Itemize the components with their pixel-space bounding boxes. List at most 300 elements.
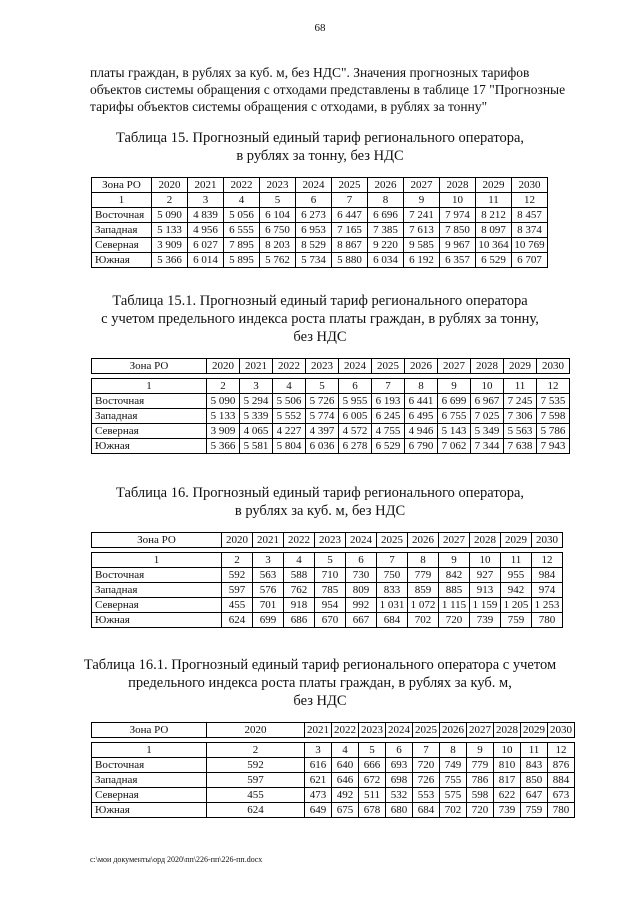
- column-number-cell: 3: [188, 193, 224, 208]
- table-row: [92, 238, 548, 253]
- table-16: [91, 532, 563, 628]
- tariff-value-cell: 680: [386, 803, 413, 818]
- tariff-value-cell: 673: [548, 788, 575, 803]
- zone-name-cell: Северная: [92, 424, 207, 439]
- tariff-value-cell: 6 750: [260, 223, 296, 238]
- tariff-value-cell: 10 364: [476, 238, 512, 253]
- tariff-value-cell: 473: [305, 788, 332, 803]
- caption-line: Таблица 16.1. Прогнозный единый тариф регионального оператора с учетом: [83, 657, 557, 673]
- column-number-cell: 12: [548, 743, 575, 758]
- tariff-value-cell: 720: [413, 758, 440, 773]
- year-header-cell: 2029: [476, 178, 512, 193]
- tariff-value-cell: 10 769: [512, 238, 548, 253]
- tariff-value-cell: 5 339: [240, 409, 273, 424]
- tariff-value-cell: 779: [467, 758, 494, 773]
- column-number-cell: 7: [332, 193, 368, 208]
- table-row: [92, 424, 570, 439]
- year-header-cell: 2024: [339, 359, 372, 374]
- tariff-value-cell: 624: [222, 613, 253, 628]
- year-header-cell: 2025: [372, 359, 405, 374]
- column-number-cell: 6: [386, 743, 413, 758]
- tariff-value-cell: 6 014: [188, 253, 224, 268]
- table-row: [92, 598, 563, 613]
- table-row: [92, 773, 575, 788]
- zone-name-cell: Западная: [92, 583, 222, 598]
- caption-line: Таблица 16. Прогнозный единый тариф регионального оператора,: [115, 485, 525, 501]
- column-number-cell: 4: [224, 193, 260, 208]
- tariff-value-cell: 624: [207, 803, 305, 818]
- column-number-row: [92, 379, 570, 394]
- year-header-cell: 2026: [440, 723, 467, 738]
- column-number-cell: 7: [413, 743, 440, 758]
- tariff-value-cell: 6 529: [476, 253, 512, 268]
- year-header-cell: 2029: [521, 723, 548, 738]
- tariff-value-cell: 5 804: [273, 439, 306, 454]
- tariff-value-cell: 8 203: [260, 238, 296, 253]
- tariff-value-cell: 8 529: [296, 238, 332, 253]
- tariff-value-cell: 7 974: [440, 208, 476, 223]
- tariff-value-cell: 4 572: [339, 424, 372, 439]
- column-number-cell: 9: [438, 379, 471, 394]
- tariff-value-cell: 5 552: [273, 409, 306, 424]
- caption-line: без НДС: [293, 693, 347, 709]
- table-row: [92, 613, 563, 628]
- tariff-value-cell: 649: [305, 803, 332, 818]
- tariff-value-cell: 4 227: [273, 424, 306, 439]
- tariff-value-cell: 5 726: [306, 394, 339, 409]
- intro-paragraph: [90, 64, 608, 115]
- tariff-value-cell: 942: [501, 583, 532, 598]
- table-row: [92, 788, 575, 803]
- caption-line: с учетом предельного индекса роста платы граждан, в рублях за тонну,: [101, 311, 539, 327]
- tariff-value-cell: 621: [305, 773, 332, 788]
- column-number-cell: 7: [377, 553, 408, 568]
- tariff-value-cell: 5 955: [339, 394, 372, 409]
- column-number-cell: 8: [440, 743, 467, 758]
- tariff-value-cell: 7 598: [537, 409, 570, 424]
- tariff-value-cell: 1 205: [501, 598, 532, 613]
- tariff-value-cell: 7 535: [537, 394, 570, 409]
- year-header-cell: 2028: [471, 359, 504, 374]
- zone-name-cell: Северная: [92, 238, 152, 253]
- column-number-cell: 10: [471, 379, 504, 394]
- column-number-cell: 8: [368, 193, 404, 208]
- tariff-value-cell: 884: [548, 773, 575, 788]
- tariff-value-cell: 5 895: [224, 253, 260, 268]
- table-15-1: [91, 358, 570, 454]
- zone-name-cell: Северная: [92, 598, 222, 613]
- zone-name-cell: Южная: [92, 803, 207, 818]
- column-number-cell: 8: [405, 379, 438, 394]
- year-header-cell: 2020: [152, 178, 188, 193]
- tariff-value-cell: 6 278: [339, 439, 372, 454]
- tariff-value-cell: 675: [332, 803, 359, 818]
- tariff-value-cell: 8 457: [512, 208, 548, 223]
- header-row: [92, 723, 575, 738]
- tariff-value-cell: 672: [359, 773, 386, 788]
- column-number-cell: 5: [359, 743, 386, 758]
- tariff-value-cell: 759: [521, 803, 548, 818]
- table-row: [92, 409, 570, 424]
- tariff-value-cell: 511: [359, 788, 386, 803]
- tariff-value-cell: 7 385: [368, 223, 404, 238]
- column-number-cell: 10: [494, 743, 521, 758]
- tariff-value-cell: 640: [332, 758, 359, 773]
- tariff-value-cell: 699: [253, 613, 284, 628]
- table-row: [92, 253, 548, 268]
- column-number-cell: 4: [332, 743, 359, 758]
- tariff-value-cell: 576: [253, 583, 284, 598]
- year-header-cell: 2022: [284, 533, 315, 548]
- column-number-row: [92, 743, 575, 758]
- tariff-value-cell: 6 699: [438, 394, 471, 409]
- zone-header-cell: Зона РО: [92, 178, 152, 193]
- tariff-value-cell: 720: [439, 613, 470, 628]
- tariff-value-cell: 7 638: [504, 439, 537, 454]
- year-header-cell: 2025: [332, 178, 368, 193]
- table-15-1-caption: [60, 292, 580, 346]
- tariff-value-cell: 7 895: [224, 238, 260, 253]
- column-number-cell: 11: [521, 743, 548, 758]
- tariff-value-cell: 9 967: [440, 238, 476, 253]
- tariff-value-cell: 6 245: [372, 409, 405, 424]
- tariff-value-cell: 974: [532, 583, 563, 598]
- tariff-value-cell: 7 241: [404, 208, 440, 223]
- tariff-value-cell: 3 909: [152, 238, 188, 253]
- column-number-cell: 1: [92, 743, 207, 758]
- table-row: [92, 439, 570, 454]
- tariff-value-cell: 563: [253, 568, 284, 583]
- tariff-value-cell: 686: [284, 613, 315, 628]
- tariff-value-cell: 5 090: [207, 394, 240, 409]
- zone-header-cell: Зона РО: [92, 533, 222, 548]
- tariff-value-cell: 9 585: [404, 238, 440, 253]
- tariff-value-cell: 5 056: [224, 208, 260, 223]
- intro-line: объектов системы обращения с отходами представлены в таблице 17 "Прогнозные: [90, 82, 566, 97]
- tariff-value-cell: 6 495: [405, 409, 438, 424]
- column-number-cell: 11: [504, 379, 537, 394]
- column-number-cell: 6: [346, 553, 377, 568]
- tariff-value-cell: 7 245: [504, 394, 537, 409]
- zone-header-cell: Зона РО: [92, 723, 207, 738]
- tariff-value-cell: 588: [284, 568, 315, 583]
- tariff-value-cell: 6 036: [306, 439, 339, 454]
- tariff-value-cell: 6 953: [296, 223, 332, 238]
- tariff-value-cell: 885: [439, 583, 470, 598]
- year-header-cell: 2024: [296, 178, 332, 193]
- column-number-cell: 2: [152, 193, 188, 208]
- column-number-cell: 4: [273, 379, 306, 394]
- column-number-cell: 4: [284, 553, 315, 568]
- tariff-value-cell: 5 734: [296, 253, 332, 268]
- tariff-value-cell: 4 956: [188, 223, 224, 238]
- tariff-value-cell: 7 943: [537, 439, 570, 454]
- column-number-cell: 5: [260, 193, 296, 208]
- tariff-value-cell: 6 027: [188, 238, 224, 253]
- column-number-row: [92, 553, 563, 568]
- zone-name-cell: Западная: [92, 409, 207, 424]
- tariff-value-cell: 809: [346, 583, 377, 598]
- tariff-value-cell: 810: [494, 758, 521, 773]
- tariff-value-cell: 780: [548, 803, 575, 818]
- tariff-value-cell: 843: [521, 758, 548, 773]
- tariff-value-cell: 842: [439, 568, 470, 583]
- zone-name-cell: Восточная: [92, 394, 207, 409]
- year-header-cell: 2020: [222, 533, 253, 548]
- tariff-value-cell: 7 165: [332, 223, 368, 238]
- year-header-cell: 2024: [386, 723, 413, 738]
- table-15-caption: [60, 129, 580, 165]
- tariff-value-cell: 720: [467, 803, 494, 818]
- column-number-cell: 9: [467, 743, 494, 758]
- tariff-value-cell: 5 880: [332, 253, 368, 268]
- tariff-value-cell: 6 357: [440, 253, 476, 268]
- year-header-cell: 2021: [240, 359, 273, 374]
- tariff-value-cell: 684: [377, 613, 408, 628]
- year-header-cell: 2030: [548, 723, 575, 738]
- tariff-value-cell: 702: [440, 803, 467, 818]
- column-number-cell: 5: [315, 553, 346, 568]
- tariff-value-cell: 8 097: [476, 223, 512, 238]
- tariff-value-cell: 913: [470, 583, 501, 598]
- tariff-value-cell: 817: [494, 773, 521, 788]
- table-15: [91, 177, 548, 268]
- column-number-cell: 1: [92, 193, 152, 208]
- tariff-value-cell: 5 762: [260, 253, 296, 268]
- tariff-value-cell: 6 104: [260, 208, 296, 223]
- tariff-value-cell: 597: [207, 773, 305, 788]
- tariff-value-cell: 592: [222, 568, 253, 583]
- tariff-value-cell: 5 349: [471, 424, 504, 439]
- year-header-cell: 2020: [207, 723, 305, 738]
- tariff-value-cell: 6 755: [438, 409, 471, 424]
- tariff-value-cell: 984: [532, 568, 563, 583]
- tariff-value-cell: 7 344: [471, 439, 504, 454]
- tariff-value-cell: 739: [494, 803, 521, 818]
- column-number-cell: 10: [470, 553, 501, 568]
- tariff-value-cell: 5 090: [152, 208, 188, 223]
- tariff-value-cell: 693: [386, 758, 413, 773]
- tariff-value-cell: 755: [440, 773, 467, 788]
- table-row: [92, 394, 570, 409]
- tariff-value-cell: 918: [284, 598, 315, 613]
- tariff-value-cell: 4 946: [405, 424, 438, 439]
- column-number-cell: 10: [440, 193, 476, 208]
- tariff-value-cell: 667: [346, 613, 377, 628]
- tariff-value-cell: 5 581: [240, 439, 273, 454]
- column-number-cell: 2: [207, 743, 305, 758]
- tariff-value-cell: 1 115: [439, 598, 470, 613]
- year-header-cell: 2023: [306, 359, 339, 374]
- tariff-value-cell: 785: [315, 583, 346, 598]
- column-number-cell: 11: [501, 553, 532, 568]
- tariff-value-cell: 1 159: [470, 598, 501, 613]
- tariff-value-cell: 859: [408, 583, 439, 598]
- tariff-value-cell: 762: [284, 583, 315, 598]
- tariff-value-cell: 646: [332, 773, 359, 788]
- year-header-cell: 2025: [413, 723, 440, 738]
- column-number-cell: 6: [339, 379, 372, 394]
- year-header-cell: 2030: [512, 178, 548, 193]
- tariff-value-cell: 6 192: [404, 253, 440, 268]
- tariff-value-cell: 6 790: [405, 439, 438, 454]
- tariff-value-cell: 5 366: [207, 439, 240, 454]
- tariff-value-cell: 1 253: [532, 598, 563, 613]
- tariff-value-cell: 647: [521, 788, 548, 803]
- tariff-value-cell: 5 563: [504, 424, 537, 439]
- year-header-cell: 2021: [305, 723, 332, 738]
- caption-line: в рублях за куб. м, без НДС: [234, 503, 406, 519]
- tariff-value-cell: 749: [440, 758, 467, 773]
- tariff-value-cell: 1 031: [377, 598, 408, 613]
- tariff-value-cell: 7 850: [440, 223, 476, 238]
- table-row: [92, 568, 563, 583]
- column-number-cell: 9: [439, 553, 470, 568]
- caption-line: в рублях за тонну, без НДС: [236, 148, 404, 164]
- tariff-value-cell: 7 062: [438, 439, 471, 454]
- zone-name-cell: Восточная: [92, 208, 152, 223]
- year-header-cell: 2022: [332, 723, 359, 738]
- tariff-value-cell: 492: [332, 788, 359, 803]
- zone-name-cell: Южная: [92, 439, 207, 454]
- tariff-value-cell: 6 707: [512, 253, 548, 268]
- tariff-value-cell: 698: [386, 773, 413, 788]
- tariff-value-cell: 4 839: [188, 208, 224, 223]
- tariff-value-cell: 575: [440, 788, 467, 803]
- tariff-value-cell: 955: [501, 568, 532, 583]
- year-header-cell: 2027: [438, 359, 471, 374]
- tariff-value-cell: 8 867: [332, 238, 368, 253]
- tariff-value-cell: 5 786: [537, 424, 570, 439]
- tariff-value-cell: 786: [467, 773, 494, 788]
- tariff-value-cell: 5 506: [273, 394, 306, 409]
- year-header-cell: 2022: [224, 178, 260, 193]
- table-row: [92, 803, 575, 818]
- tariff-value-cell: 622: [494, 788, 521, 803]
- tariff-value-cell: 5 133: [207, 409, 240, 424]
- tariff-value-cell: 670: [315, 613, 346, 628]
- column-number-cell: 8: [408, 553, 439, 568]
- year-header-cell: 2030: [537, 359, 570, 374]
- column-number-cell: 6: [296, 193, 332, 208]
- year-header-cell: 2030: [532, 533, 563, 548]
- tariff-value-cell: 666: [359, 758, 386, 773]
- column-number-cell: 2: [207, 379, 240, 394]
- caption-line: предельного индекса роста платы граждан, в рублях за куб. м,: [128, 675, 512, 691]
- tariff-value-cell: 592: [207, 758, 305, 773]
- column-number-cell: 12: [537, 379, 570, 394]
- tariff-value-cell: 684: [413, 803, 440, 818]
- table-16-1-caption: [60, 656, 580, 710]
- tariff-value-cell: 553: [413, 788, 440, 803]
- zone-name-cell: Южная: [92, 613, 222, 628]
- tariff-value-cell: 4 397: [306, 424, 339, 439]
- column-number-cell: 1: [92, 553, 222, 568]
- column-number-cell: 11: [476, 193, 512, 208]
- tariff-value-cell: 6 005: [339, 409, 372, 424]
- tariff-value-cell: 780: [532, 613, 563, 628]
- intro-line: платы граждан, в рублях за куб. м, без НДС". Значения прогнозных тарифов: [90, 65, 530, 80]
- year-header-cell: 2022: [273, 359, 306, 374]
- table-16-caption: [60, 484, 580, 520]
- year-header-cell: 2026: [405, 359, 438, 374]
- header-row: [92, 533, 563, 548]
- zone-name-cell: Восточная: [92, 568, 222, 583]
- table-row: [92, 758, 575, 773]
- tariff-value-cell: 7 306: [504, 409, 537, 424]
- column-number-cell: 2: [222, 553, 253, 568]
- caption-line: Таблица 15.1. Прогнозный единый тариф регионального оператора: [112, 293, 528, 309]
- header-row: [92, 359, 570, 374]
- tariff-value-cell: 730: [346, 568, 377, 583]
- zone-name-cell: Западная: [92, 773, 207, 788]
- tariff-value-cell: 455: [207, 788, 305, 803]
- file-path-footer: c:\мои документы\орд 2020\пп\226-пп\226-пп.docx: [90, 855, 263, 864]
- tariff-value-cell: 702: [408, 613, 439, 628]
- year-header-cell: 2027: [404, 178, 440, 193]
- tariff-value-cell: 7 613: [404, 223, 440, 238]
- year-header-cell: 2026: [368, 178, 404, 193]
- tariff-value-cell: 9 220: [368, 238, 404, 253]
- year-header-cell: 2023: [315, 533, 346, 548]
- tariff-value-cell: 992: [346, 598, 377, 613]
- tariff-value-cell: 739: [470, 613, 501, 628]
- table-row: [92, 223, 548, 238]
- caption-line: без НДС: [293, 329, 347, 345]
- tariff-value-cell: 6 441: [405, 394, 438, 409]
- table-row: [92, 583, 563, 598]
- year-header-cell: 2026: [408, 533, 439, 548]
- year-header-cell: 2029: [501, 533, 532, 548]
- tariff-value-cell: 4 065: [240, 424, 273, 439]
- tariff-value-cell: 759: [501, 613, 532, 628]
- tariff-value-cell: 5 294: [240, 394, 273, 409]
- column-number-cell: 3: [253, 553, 284, 568]
- year-header-cell: 2028: [440, 178, 476, 193]
- tariff-value-cell: 455: [222, 598, 253, 613]
- table-16-1: [91, 722, 575, 818]
- year-header-cell: 2021: [188, 178, 224, 193]
- tariff-value-cell: 876: [548, 758, 575, 773]
- tariff-value-cell: 5 774: [306, 409, 339, 424]
- year-header-cell: 2020: [207, 359, 240, 374]
- column-number-cell: 7: [372, 379, 405, 394]
- tariff-value-cell: 5 133: [152, 223, 188, 238]
- zone-header-cell: Зона РО: [92, 359, 207, 374]
- zone-name-cell: Восточная: [92, 758, 207, 773]
- tariff-value-cell: 678: [359, 803, 386, 818]
- tariff-value-cell: 597: [222, 583, 253, 598]
- column-number-cell: 9: [404, 193, 440, 208]
- tariff-value-cell: 3 909: [207, 424, 240, 439]
- table-row: [92, 208, 548, 223]
- year-header-cell: 2023: [260, 178, 296, 193]
- year-header-cell: 2025: [377, 533, 408, 548]
- tariff-value-cell: 8 374: [512, 223, 548, 238]
- tariff-value-cell: 1 072: [408, 598, 439, 613]
- year-header-cell: 2029: [504, 359, 537, 374]
- tariff-value-cell: 726: [413, 773, 440, 788]
- tariff-value-cell: 701: [253, 598, 284, 613]
- column-number-cell: 1: [92, 379, 207, 394]
- tariff-value-cell: 6 529: [372, 439, 405, 454]
- tariff-value-cell: 6 034: [368, 253, 404, 268]
- year-header-cell: 2027: [467, 723, 494, 738]
- tariff-value-cell: 532: [386, 788, 413, 803]
- year-header-cell: 2028: [494, 723, 521, 738]
- tariff-value-cell: 6 273: [296, 208, 332, 223]
- column-number-cell: 3: [240, 379, 273, 394]
